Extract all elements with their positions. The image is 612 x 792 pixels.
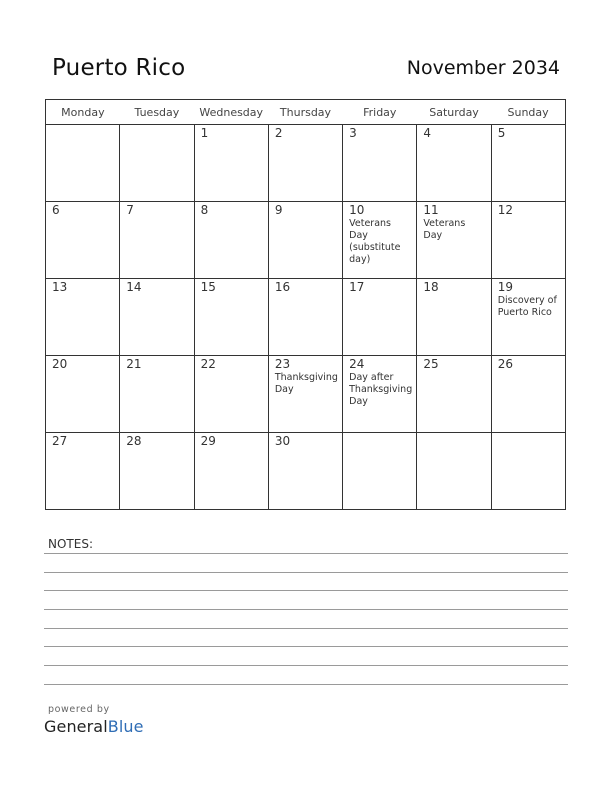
day-cell <box>120 202 194 279</box>
day-cell <box>46 433 120 510</box>
day-cell <box>491 125 565 202</box>
day-cell <box>194 125 268 202</box>
holiday-label: Veterans Day <box>423 218 466 241</box>
day-cell <box>417 356 491 433</box>
day-cell <box>491 202 565 279</box>
day-number: 30 <box>274 434 291 448</box>
notes-line <box>44 553 568 554</box>
day-number: 15 <box>200 280 216 294</box>
day-number: 22 <box>200 357 216 371</box>
day-number: 21 <box>126 357 142 371</box>
day-number: 27 <box>52 434 68 448</box>
day-number: 16 <box>274 280 291 294</box>
weekday-header: Wednesday <box>194 100 268 125</box>
day-cell <box>194 279 268 356</box>
day-number: 24 <box>349 357 365 371</box>
weekday-header-row <box>46 100 566 125</box>
brand-blue-text: Blue <box>107 717 144 736</box>
day-number: 7 <box>126 203 134 217</box>
day-number: 2 <box>274 126 283 140</box>
notes-line <box>44 684 568 685</box>
day-cell <box>343 202 417 279</box>
weekday-header: Sunday <box>491 100 565 125</box>
weekday-header: Saturday <box>417 100 491 125</box>
day-number: 14 <box>126 280 142 294</box>
day-number: 8 <box>200 203 209 217</box>
weekday-header: Monday <box>46 100 120 125</box>
day-cell <box>120 279 194 356</box>
day-number: 6 <box>52 203 60 217</box>
day-number: 3 <box>349 126 357 140</box>
day-cell <box>268 356 342 433</box>
day-number: 1 <box>200 126 209 140</box>
week-row <box>46 433 566 510</box>
day-number: 12 <box>497 203 513 217</box>
weekday-header: Thursday <box>268 100 342 125</box>
day-number: 5 <box>497 126 506 140</box>
day-cell <box>46 125 120 202</box>
day-number: 11 <box>423 203 439 217</box>
day-number: 25 <box>423 357 439 371</box>
notes-line <box>44 590 568 591</box>
day-cell <box>343 279 417 356</box>
day-number: 26 <box>497 357 513 371</box>
holiday-label: Day after Thanksgiving Day <box>349 372 413 407</box>
day-cell <box>268 279 342 356</box>
week-row <box>46 279 566 356</box>
month-year-title: November 2034 <box>406 57 560 79</box>
day-cell <box>268 202 342 279</box>
day-cell <box>417 433 491 510</box>
holiday-label: Thanksgiving Day <box>274 372 338 395</box>
day-cell <box>417 279 491 356</box>
powered-by-text: powered by <box>48 704 110 715</box>
notes-line <box>44 628 568 629</box>
day-number: 18 <box>423 280 439 294</box>
day-number: 29 <box>200 434 216 448</box>
week-row <box>46 202 566 279</box>
day-cell <box>194 433 268 510</box>
weekday-header: Friday <box>343 100 417 125</box>
day-number: 9 <box>274 203 283 217</box>
day-number: 23 <box>274 357 291 371</box>
day-cell <box>120 433 194 510</box>
day-cell <box>343 433 417 510</box>
day-number: 10 <box>349 203 365 217</box>
day-cell <box>194 202 268 279</box>
day-cell <box>268 433 342 510</box>
brand-logo[interactable] <box>44 717 144 736</box>
day-number: 28 <box>126 434 142 448</box>
day-cell <box>120 356 194 433</box>
day-cell <box>343 356 417 433</box>
day-number: 4 <box>423 126 432 140</box>
notes-line <box>44 665 568 666</box>
day-cell <box>417 202 491 279</box>
notes-label: NOTES: <box>48 537 93 551</box>
day-cell <box>46 356 120 433</box>
weekday-header: Tuesday <box>120 100 194 125</box>
day-number: 19 <box>497 280 513 294</box>
week-row <box>46 356 566 433</box>
brand-general-text: General <box>44 717 108 736</box>
notes-line <box>44 646 568 647</box>
day-number: 17 <box>349 280 365 294</box>
day-number: 20 <box>52 357 68 371</box>
day-cell <box>268 125 342 202</box>
calendar-grid <box>45 99 566 510</box>
day-cell <box>491 279 565 356</box>
day-cell <box>194 356 268 433</box>
day-cell <box>417 125 491 202</box>
country-title: Puerto Rico <box>52 55 186 81</box>
holiday-label: Discovery of Puerto Rico <box>497 295 557 318</box>
week-row <box>46 125 566 202</box>
day-cell <box>120 125 194 202</box>
day-cell <box>491 356 565 433</box>
day-cell <box>46 202 120 279</box>
day-cell <box>491 433 565 510</box>
holiday-label: Veterans Day (substitute day) <box>349 218 401 265</box>
notes-line <box>44 572 568 573</box>
day-number: 13 <box>52 280 68 294</box>
day-cell <box>46 279 120 356</box>
day-cell <box>343 125 417 202</box>
notes-line <box>44 609 568 610</box>
